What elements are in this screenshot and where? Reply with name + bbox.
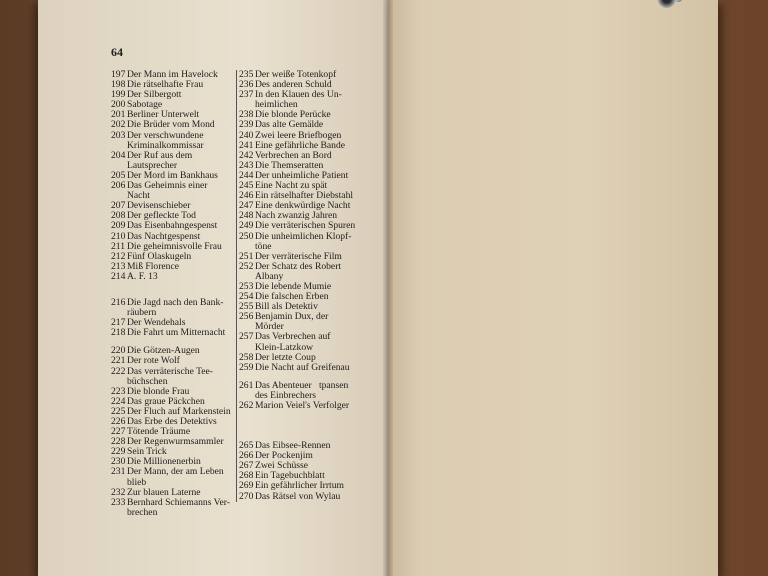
item-title: Sabotage <box>127 99 163 111</box>
list-item <box>239 363 369 373</box>
item-number: 270 <box>239 490 254 502</box>
item-number: 257 <box>239 331 254 343</box>
item-number: 206 <box>111 180 126 192</box>
item-title: Der weiße Totenkopf <box>255 69 337 80</box>
item-title: Die unheimlichen Klopf- töne <box>255 230 352 252</box>
item-number: 210 <box>111 230 126 242</box>
right-page <box>388 0 718 576</box>
item-title: Der Wendehals <box>127 317 186 329</box>
item-title: Bill als Detektiv <box>255 301 318 313</box>
item-number: 244 <box>239 169 254 181</box>
item-title: Der Ruf aus dem Lautsprecher <box>127 149 193 171</box>
item-number: 248 <box>239 210 254 222</box>
item-title: Der unheimliche Patient <box>255 169 349 181</box>
list-item <box>239 381 369 401</box>
title-list-left <box>111 70 236 518</box>
item-number: 262 <box>239 400 254 411</box>
item-title: Die geheimnisvolle Frau <box>127 240 222 252</box>
item-number: 227 <box>111 426 126 438</box>
item-number: 208 <box>111 210 126 222</box>
item-number: 267 <box>239 460 254 472</box>
item-number: 238 <box>239 109 254 121</box>
item-title: Ein gefährlicher Irrtum <box>255 480 344 492</box>
item-title: Der Fluch auf Markenstein <box>127 405 231 417</box>
item-number: 236 <box>239 79 254 91</box>
item-number: 241 <box>239 139 254 151</box>
list-item <box>111 467 236 487</box>
item-number: 214 <box>111 270 126 282</box>
item-number: 217 <box>111 317 126 329</box>
title-list-right <box>236 70 369 502</box>
item-number: 204 <box>111 149 126 161</box>
item-number: 198 <box>111 79 126 91</box>
list-item <box>111 131 236 151</box>
item-number: 216 <box>111 296 126 308</box>
item-title: Die verräterischen Spuren <box>255 220 356 232</box>
item-number: 265 <box>239 440 254 452</box>
item-number: 254 <box>239 291 254 303</box>
item-number: 245 <box>239 180 254 192</box>
item-title: Die lebende Mumie <box>255 280 332 292</box>
item-number: 225 <box>111 405 126 417</box>
item-title: Tötende Träume <box>127 426 191 438</box>
item-number: 205 <box>111 169 126 181</box>
item-number: 259 <box>239 361 254 373</box>
item-title: Das Erbe des Detektivs <box>127 416 217 427</box>
item-number: 212 <box>111 250 126 262</box>
item-title: Die Nacht auf Greifenau <box>255 361 350 373</box>
item-title: Das Eisenbahngespenst <box>127 220 218 232</box>
list-item <box>111 272 236 282</box>
item-number: 203 <box>111 129 126 141</box>
item-title: Bernhard Schiemanns Ver- brechen <box>127 496 231 518</box>
page-number: 64 <box>111 45 123 59</box>
item-title: Die rätselhafte Frau <box>127 79 204 91</box>
item-title: Devisenschieber <box>127 200 191 212</box>
item-title: Die blonde Perücke <box>255 109 331 121</box>
book-spine <box>383 0 393 576</box>
list-item <box>111 498 236 518</box>
list-gap <box>239 411 369 441</box>
item-number: 200 <box>111 99 126 111</box>
item-number: 258 <box>239 351 254 363</box>
item-title: Das Nachtgespenst <box>127 230 201 242</box>
list-item <box>111 151 236 171</box>
item-title: Das Abenteuer tpansen des Einbrechers <box>255 379 349 401</box>
item-number: 249 <box>239 220 254 232</box>
item-number: 255 <box>239 301 254 313</box>
item-title: Ein rätselhafter Diebstahl <box>255 190 354 202</box>
item-number: 201 <box>111 109 126 121</box>
item-number: 211 <box>111 240 126 252</box>
item-number: 237 <box>239 89 254 101</box>
item-title: A. F. 13 <box>127 270 158 282</box>
item-title: Das Geheimnis einer Nacht <box>127 180 208 202</box>
item-title: Eine denkwürdige Nacht <box>255 200 351 212</box>
item-title: Zur blauen Laterne <box>127 486 201 498</box>
item-title: Das alte Gemälde <box>255 119 324 131</box>
item-title: Die Brüder vom Mond <box>127 119 215 131</box>
item-title: Der gefleckte Tod <box>127 210 196 222</box>
item-title: Die falschen Erben <box>255 291 329 303</box>
list-item <box>239 221 369 231</box>
item-title: In den Klauen des Un- heimlichen <box>255 89 342 111</box>
list-item <box>239 90 369 110</box>
list-item <box>239 262 369 282</box>
item-number: 230 <box>111 456 126 468</box>
item-number: 222 <box>111 365 126 377</box>
item-title: Zwei leere Briefbogen <box>255 129 342 141</box>
item-number: 197 <box>111 69 126 80</box>
item-title: Der Silbergott <box>127 89 182 101</box>
list-item <box>111 328 236 338</box>
item-title: Das Verbrechen auf Klein-Latzkow <box>255 331 331 353</box>
item-title: Das verräterische Tee- büchschen <box>127 365 213 387</box>
item-title: Die Jagd nach den Bank- räubern <box>127 296 224 319</box>
list-item <box>111 298 236 318</box>
item-number: 223 <box>111 385 126 397</box>
item-number: 220 <box>111 345 126 357</box>
item-number: 202 <box>111 119 126 131</box>
item-title: Nach zwanzig Jahren <box>255 210 338 222</box>
item-title: Miß Florence <box>127 260 179 272</box>
item-title: Benjamin Dux, der Mörder <box>255 311 329 333</box>
item-title: Das graue Päckchen <box>127 395 205 407</box>
item-number: 224 <box>111 395 126 407</box>
item-number: 253 <box>239 280 254 292</box>
item-title: Verbrechen an Bord <box>255 149 332 161</box>
item-number: 246 <box>239 190 254 202</box>
item-number: 240 <box>239 129 254 141</box>
list-item <box>239 332 369 352</box>
item-title: Der Mann, der am Leben blieb <box>127 466 224 488</box>
item-title: Zwei Schüsse <box>255 460 309 472</box>
item-title: Der verschwundene Kriminalkommissar <box>127 129 204 151</box>
item-title: Der Pockenjim <box>255 450 313 462</box>
list-item <box>111 221 236 231</box>
item-title: Die blonde Frau <box>127 385 190 397</box>
item-number: 242 <box>239 149 254 161</box>
item-title: Das Rätsel von Wylau <box>255 490 341 502</box>
item-number: 252 <box>239 260 254 272</box>
item-title: Eine Nacht zu spät <box>255 180 328 192</box>
item-number: 209 <box>111 220 126 232</box>
item-title: Der Mann im Havelock <box>127 69 218 80</box>
item-number: 261 <box>239 379 254 391</box>
item-title: Des anderen Schuld <box>255 79 332 91</box>
item-number: 207 <box>111 200 126 212</box>
item-title: Ein Tagebuchblatt <box>255 470 325 482</box>
item-number: 218 <box>111 327 126 339</box>
item-number: 235 <box>239 69 254 80</box>
item-title: Sein Trick <box>127 446 167 458</box>
list-item <box>111 367 236 387</box>
item-title: Der letzte Coup <box>255 351 316 363</box>
item-number: 239 <box>239 119 254 131</box>
item-number: 228 <box>111 436 126 448</box>
item-number: 233 <box>111 496 126 508</box>
item-number: 256 <box>239 311 254 323</box>
item-title: Marion Veiel's Verfolger <box>255 400 350 411</box>
item-title: Die Themseratten <box>255 159 324 171</box>
list-gap <box>111 282 236 298</box>
item-title: Die Götzen-Augen <box>127 345 200 357</box>
item-title: Der Mord im Bankhaus <box>127 169 218 181</box>
list-item <box>111 181 236 201</box>
item-title: Berliner Unterwelt <box>127 109 200 121</box>
item-number: 221 <box>111 355 126 367</box>
item-number: 251 <box>239 250 254 262</box>
item-title: Der rote Wolf <box>127 355 180 367</box>
item-title: Der Schatz des Robert Albany <box>255 260 342 282</box>
item-number: 232 <box>111 486 126 498</box>
item-number: 199 <box>111 89 126 101</box>
item-number: 243 <box>239 159 254 171</box>
item-number: 266 <box>239 450 254 462</box>
list-item <box>239 312 369 332</box>
list-item <box>239 401 369 411</box>
item-title: Die Fahrt um Mitternacht <box>127 327 226 339</box>
list-item <box>239 492 369 502</box>
item-title: Das Eibsee-Rennen <box>255 440 331 452</box>
item-number: 269 <box>239 480 254 492</box>
item-number: 268 <box>239 470 254 482</box>
item-title: Der Regenwurmsammler <box>127 436 224 448</box>
list-item <box>239 232 369 252</box>
item-title: Der verräterische Film <box>255 250 342 262</box>
item-number: 229 <box>111 446 126 458</box>
item-title: Eine gefährliche Bande <box>255 139 346 151</box>
item-number: 231 <box>111 466 126 478</box>
item-number: 226 <box>111 416 126 427</box>
item-title: Fünf Olaskugeln <box>127 250 192 262</box>
item-number: 213 <box>111 260 126 272</box>
item-number: 250 <box>239 230 254 242</box>
item-number: 247 <box>239 200 254 212</box>
item-title: Die Millionenerbin <box>127 456 201 468</box>
